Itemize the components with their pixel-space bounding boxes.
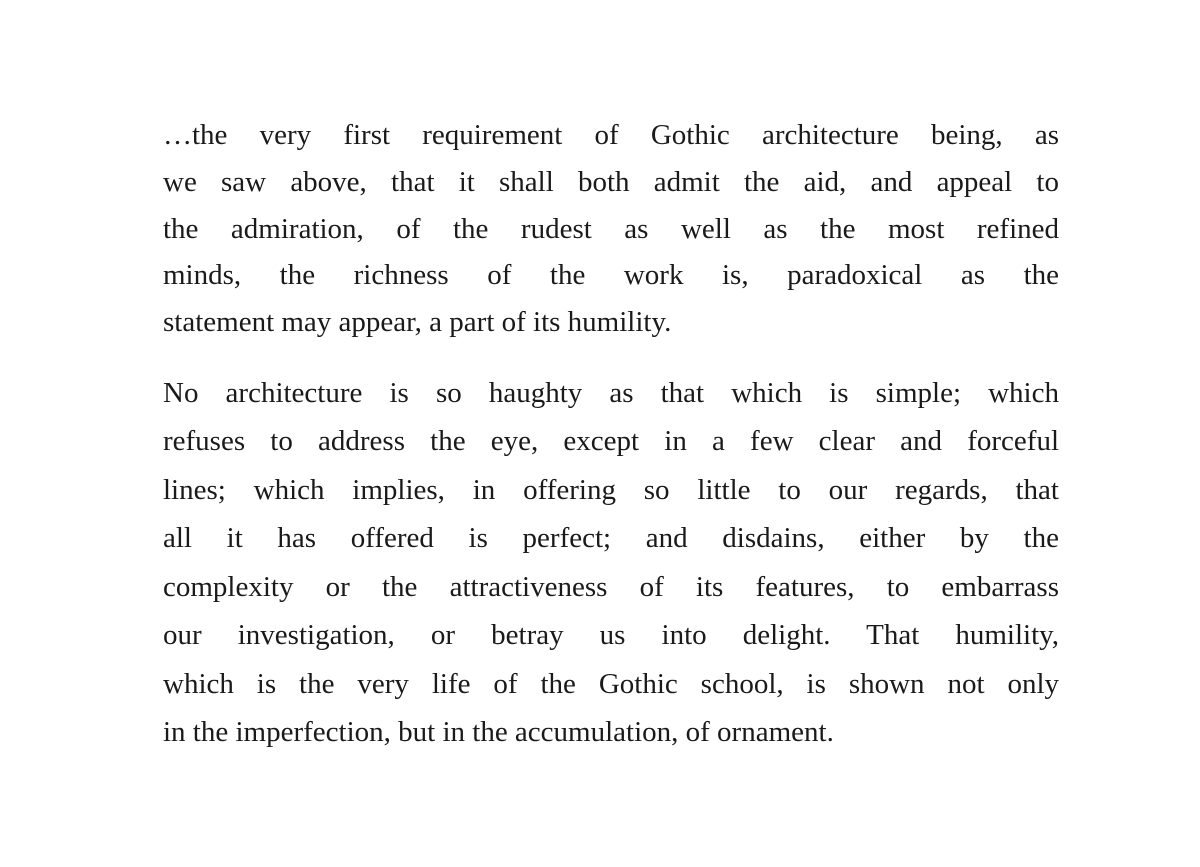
text-line: complexity or the attractiveness of its features, to embarrass xyxy=(163,570,1059,603)
text-line: statement may appear, a part of its humility. xyxy=(163,306,672,339)
text-line: the admiration, of the rudest as well as the most refined xyxy=(163,212,1059,245)
text-line: lines; which implies, in offering so little to our regards, that xyxy=(163,473,1059,506)
text-line: our investigation, or betray us into delight. That humility, xyxy=(163,619,1059,652)
text-line: minds, the richness of the work is, paradoxical as the xyxy=(163,259,1059,292)
document-page xyxy=(163,112,1059,757)
text-line: refuses to address the eye, except in a few clear and forceful xyxy=(163,425,1059,458)
text-line: No architecture is so haughty as that which is simple; which xyxy=(163,376,1059,409)
text-line: …the very first requirement of Gothic architecture being, as xyxy=(163,119,1059,151)
paragraph-1 xyxy=(163,112,1059,346)
text-line: in the imperfection, but in the accumulation, of ornament. xyxy=(163,716,834,749)
text-line: which is the very life of the Gothic school, is shown not only xyxy=(163,667,1059,700)
paragraph-2 xyxy=(163,369,1059,757)
text-line: we saw above, that it shall both admit the aid, and appeal to xyxy=(163,165,1059,198)
text-line: all it has offered is perfect; and disdains, either by the xyxy=(163,522,1059,555)
